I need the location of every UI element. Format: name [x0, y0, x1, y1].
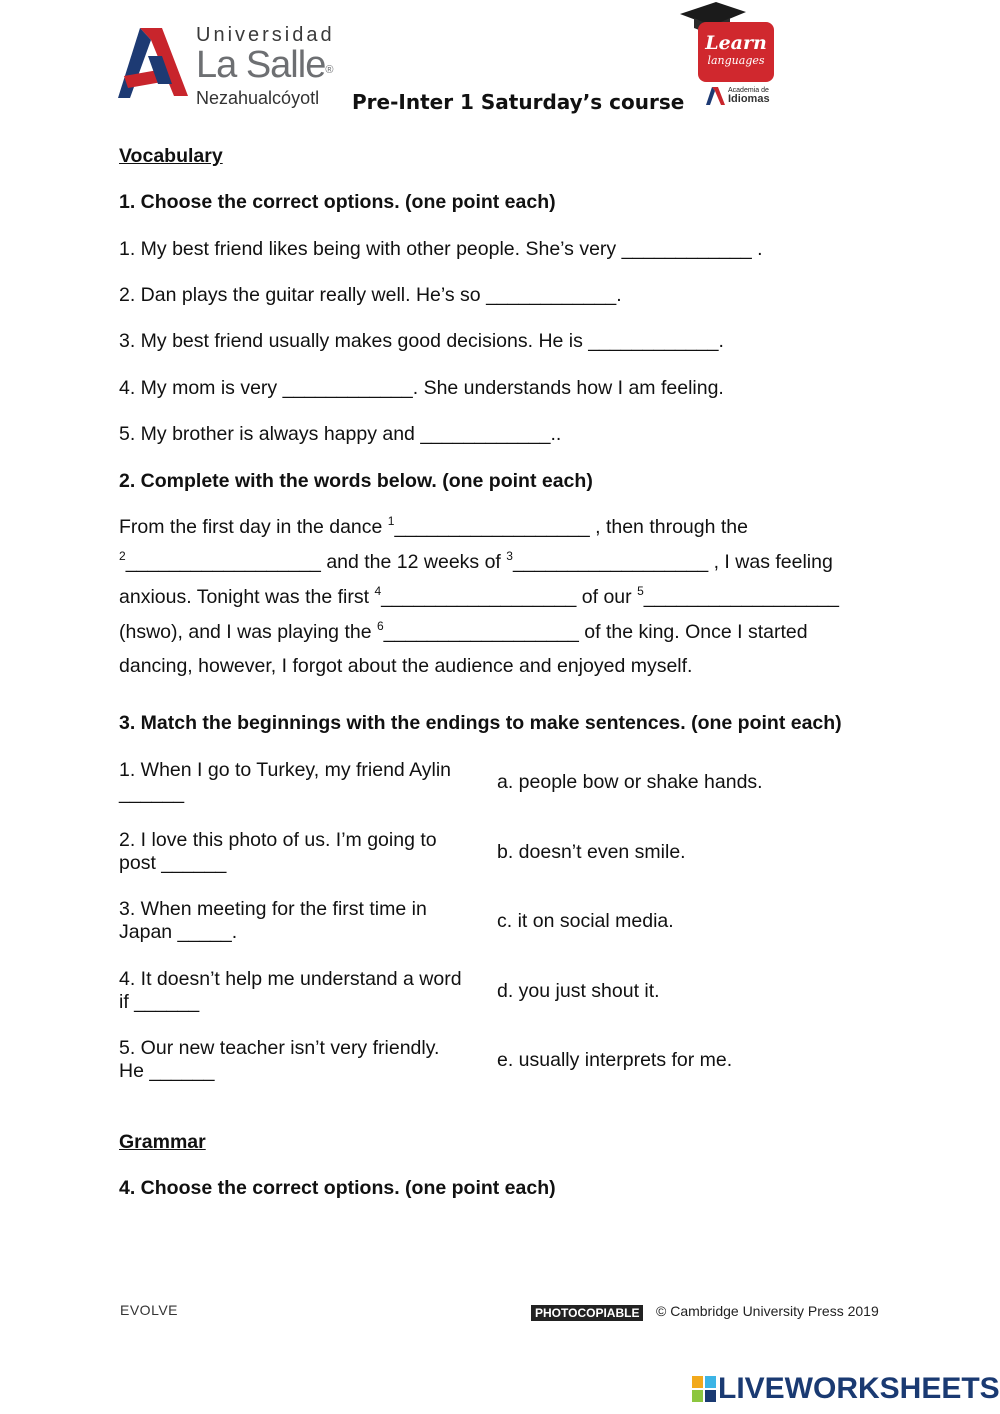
match-beginning-2: 2. I love this photo of us. I’m going to post ______	[119, 829, 437, 874]
text: anxious. Tonight was the first	[119, 586, 375, 608]
academia-idiomas-label	[728, 87, 770, 103]
copyright-text: © Cambridge University Press 2019	[656, 1303, 879, 1319]
liveworksheets-wordmark: LIVEWORKSHEETS	[718, 1372, 1000, 1405]
match-beginning-4: 4. It doesn’t help me understand a word if ______	[119, 968, 462, 1013]
academia-logo-icon	[706, 86, 726, 106]
match-ending-a: a. people bow or shake hands.	[497, 771, 763, 793]
la-salle-logo-icon	[118, 26, 190, 102]
gap-number-6: 6	[376, 619, 384, 633]
text: (hswo), and I was playing the	[119, 621, 377, 643]
learn-languages-logo	[698, 22, 774, 82]
gap-number-1: 1	[387, 514, 395, 528]
exercise3-title: 3. Match the beginnings with the endings to make sentences. (one point each)	[119, 712, 842, 734]
exercise2-line-4	[119, 620, 808, 644]
liveworksheets-logo-icon	[692, 1376, 716, 1402]
gap-2: __________________ and the 12 weeks of	[125, 551, 507, 573]
exercise1-item-3: 3. My best friend usually makes good decisions. He is ____________.	[119, 330, 724, 352]
exercise1-item-1: 1. My best friend likes being with other people. She’s very ____________ .	[119, 238, 763, 260]
gap-6: __________________ of the king. Once I started	[383, 621, 808, 643]
evolve-brand: EVOLVE	[120, 1302, 178, 1318]
match-beginning-3: 3. When meeting for the first time in Japan _____.	[119, 898, 427, 943]
exercise1-item-5: 5. My brother is always happy and ____________..	[119, 423, 562, 445]
vocabulary-heading: Vocabulary	[119, 145, 223, 167]
exercise1-title: 1. Choose the correct options. (one point each)	[119, 191, 556, 213]
gap-1: __________________ , then through the	[394, 516, 748, 538]
learn-word: Learn	[705, 32, 767, 54]
idiomas-line: Idiomas	[728, 93, 770, 105]
languages-word: languages	[707, 54, 765, 67]
text: From the first day in the dance	[119, 516, 388, 538]
university-name: La Salle	[196, 44, 326, 86]
course-title: Pre-Inter 1 Saturday’s course	[352, 90, 685, 114]
academia-line: Academia de	[728, 87, 769, 94]
gap-number-3: 3	[506, 549, 513, 563]
exercise2-line-5: dancing, however, I forgot about the audience and enjoyed myself.	[119, 655, 693, 677]
match-beginning-1: 1. When I go to Turkey, my friend Aylin ______	[119, 759, 452, 804]
exercise2-title: 2. Complete with the words below. (one point each)	[119, 470, 593, 492]
exercise2-line-3	[119, 585, 839, 609]
match-ending-d: d. you just shout it.	[497, 980, 660, 1002]
gap-3: __________________ , I was feeling	[512, 551, 833, 573]
gap-number-2: 2	[119, 549, 126, 563]
match-ending-b: b. doesn’t even smile.	[497, 841, 686, 863]
exercise1-item-4: 4. My mom is very ____________. She understands how I am feeling.	[119, 377, 724, 399]
gap-number-4: 4	[374, 584, 382, 598]
exercise4-title: 4. Choose the correct options. (one point each)	[119, 1177, 556, 1199]
gap-4: __________________ of our	[381, 586, 638, 608]
match-beginning-5: 5. Our new teacher isn’t very friendly. He ______	[119, 1037, 440, 1082]
exercise2-line-1	[119, 515, 748, 539]
gap-5: __________________	[643, 586, 839, 608]
university-word: Universidad	[196, 24, 335, 46]
photocopiable-badge: PHOTOCOPIABLE	[531, 1305, 643, 1321]
match-ending-c: c. it on social media.	[497, 910, 674, 932]
university-logo-text	[196, 24, 335, 109]
registered-mark: ®	[325, 64, 333, 76]
university-city: Nezahualcóyotl	[196, 88, 320, 108]
exercise2-line-2	[119, 550, 833, 574]
grammar-heading: Grammar	[119, 1131, 206, 1153]
exercise1-item-2: 2. Dan plays the guitar really well. He’s so ____________.	[119, 284, 622, 306]
gap-number-5: 5	[637, 584, 644, 598]
match-ending-e: e. usually interprets for me.	[497, 1049, 733, 1071]
